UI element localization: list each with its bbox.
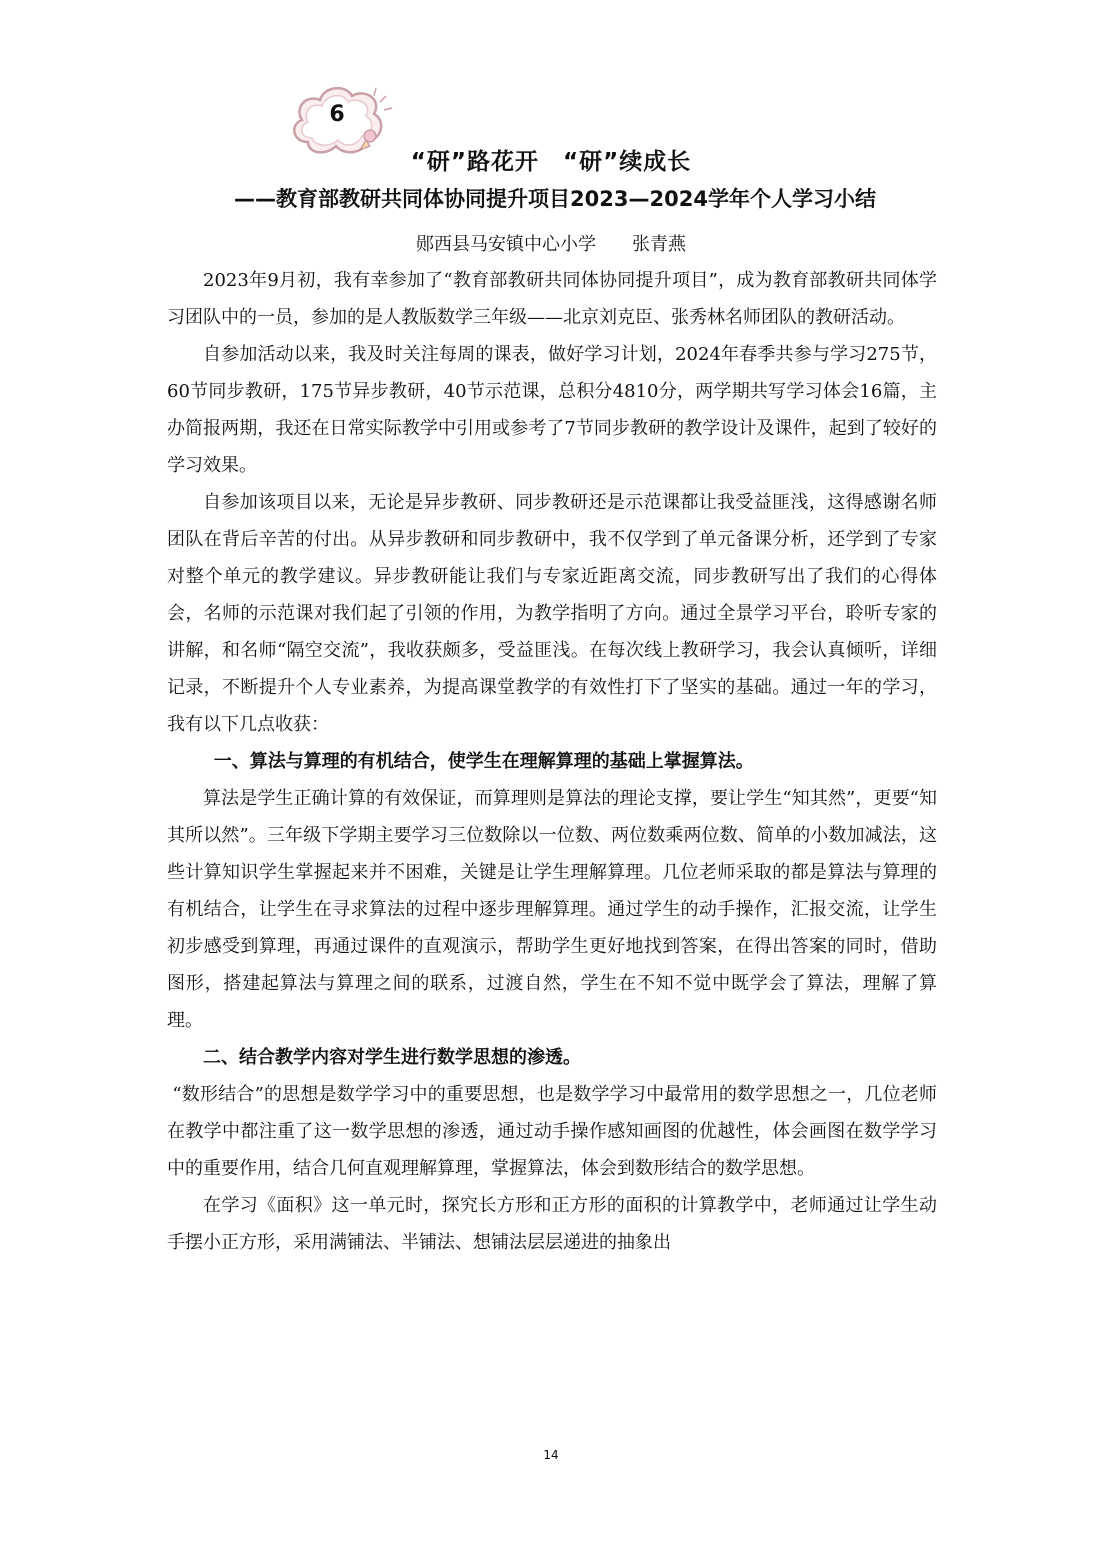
paragraph-2: 自参加活动以来，我及时关注每周的课表，做好学习计划，2024年春季共参与学习275节，60节同步教研，175节异步教研，40节示范课，总积分4810分，两学期共写学习体会16篇，主办简报两期，我还在日常实际教学中引用或参考了7节同步教研的教学设计及课件，起到了较好的学习效果。 [167,344,937,476]
article-body [167,262,937,1261]
paragraph-6: 在学习《面积》这一单元时，探究长方形和正方形的面积的计算教学中，老师通过让学生动手摆小正方形，采用满铺法、半铺法、想铺法层层递进的抽象出 [167,1195,937,1253]
page-title: “研”路花开 “研”续成长 [410,149,692,175]
section-heading-1: 一、算法与算理的有机结合，使学生在理解算理的基础上掌握算法。 [213,751,754,772]
page-subtitle: ——教育部教研共同体协同提升项目2023—2024学年个人学习小结 [234,187,876,211]
page-number: 14 [543,1448,559,1462]
paragraph-1: 2023年9月初，我有幸参加了“教育部教研共同体协同提升项目”，成为教育部教研共同体学习团队中的一员，参加的是人教版数学三年级——北京刘克臣、张秀林名师团队的教研活动。 [167,270,937,328]
chapter-number: 6 [329,102,345,127]
section-heading-2: 二、结合教学内容对学生进行数学思想的渗透。 [203,1047,581,1068]
author-byline: 郧西县马安镇中心小学 张青燕 [416,234,686,255]
paragraph-5: “数形结合”的思想是数学学习中的重要思想，也是数学学习中最常用的数学思想之一，几位老师在教学中都注重了这一数学思想的渗透，通过动手操作感知画图的优越性，体会画图在数学学习中的重要作用，结合几何直观理解算理，掌握算法，体会到数形结合的数学思想。 [167,1084,937,1179]
paragraph-4: 算法是学生正确计算的有效保证，而算理则是算法的理论支撑，要让学生“知其然”，更要“知其所以然”。三年级下学期主要学习三位数除以一位数、两位数乘两位数、简单的小数加减法，这些计算知识学生掌握起来并不困难，关键是让学生理解算理。几位老师采取的都是算法与算理的有机结合，让学生在寻求算法的过程中逐步理解算理。通过学生的动手操作，汇报交流，让学生初步感受到算理，再通过课件的直观演示，帮助学生更好地找到答案，在得出答案的同时，借助图形，搭建起算法与算理之间的联系，过渡自然，学生在不知不觉中既学会了算法，理解了算理。 [167,788,937,1031]
paragraph-3: 自参加该项目以来，无论是异步教研、同步教研还是示范课都让我受益匪浅，这得感谢名师团队在背后辛苦的付出。从异步教研和同步教研中，我不仅学到了单元备课分析，还学到了专家对整个单元的教学建议。异步教研能让我们与专家近距离交流，同步教研写出了我们的心得体会，名师的示范课对我们起了引领的作用，为教学指明了方向。通过全景学习平台，聆听专家的讲解，和名师“隔空交流”，我收获颇多，受益匪浅。在每次线上教研学习，我会认真倾听，详细记录，不断提升个人专业素养，为提高课堂教学的有效性打下了坚实的基础。通过一年的学习，我有以下几点收获： [167,492,937,735]
